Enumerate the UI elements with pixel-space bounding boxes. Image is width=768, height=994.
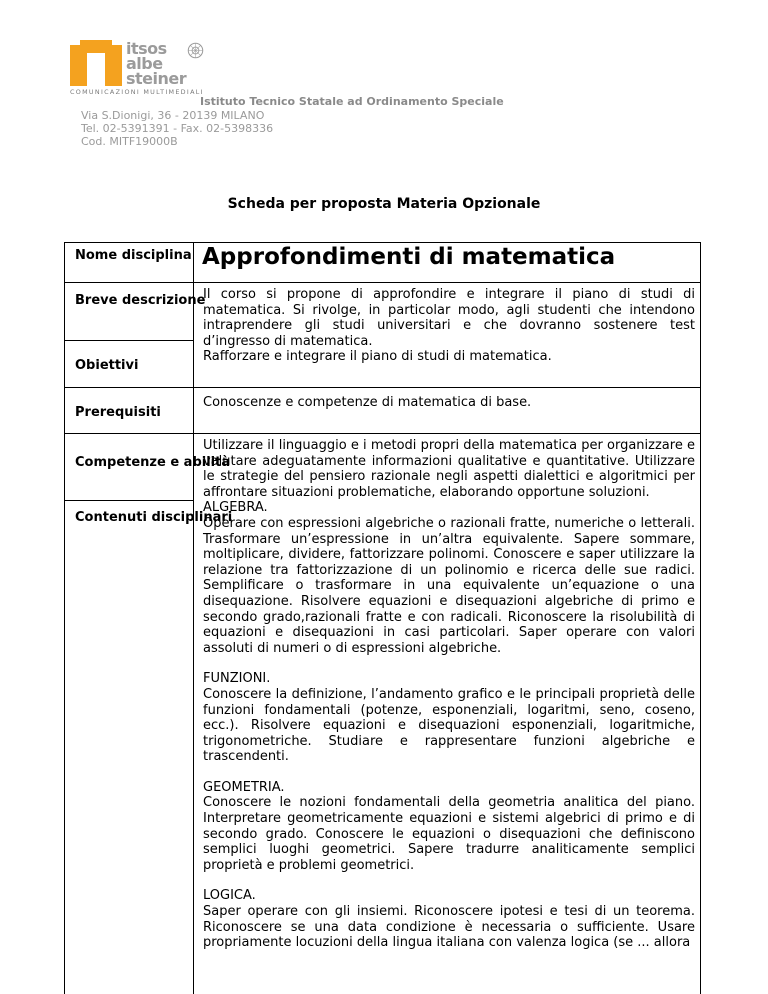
section-title-funzioni: FUNZIONI.: [203, 671, 271, 687]
contenuti-text: [203, 438, 695, 951]
section-text-algebra: Operare con espressioni algebriche o razionali fratte, numeriche o letterali. Trasformare un’espressione in un’altra equivalente. Sapere sommare, moltiplicare, dividere, fattorizzare polinomi. Conoscere e saper utilizzare la relazione tra fattorizzazione di un polinomio e ricerca delle sue radici. Semplificare o trasformare in una equivalente un’equazione o una disequazione. Risolvere equazioni e disequazioni algebriche di primo e secondo grado,razionali fratte e con radicali. Riconoscere la risolubilità di equazioni e disequazioni in casi particolari. Saper operare con valori assoluti di numeri o di espressioni algebriche.: [203, 515, 695, 656]
letterhead: [0, 0, 768, 160]
section-text-logica: Saper operare con gli insiemi. Riconoscere ipotesi e tesi di un teorema. Riconoscere se una data condizione è necessaria o sufficiente. Usare propriamente locuzioni della lingua italiana con valenza logica (se ... allora: [203, 904, 695, 951]
competenze-value: Utilizzare il linguaggio e i metodi propri della matematica per organizzare e valutare adeguatamente informazioni qualitative e quantitative. Utilizzare le strategie del pensiero razionale negli aspetti dialettici e algoritmici per affrontare situazioni problematiche, elaborando opportune soluzioni.: [203, 438, 695, 500]
column-divider: [193, 242, 194, 994]
row-divider: [64, 433, 701, 434]
logo-mark-icon: [70, 40, 122, 86]
row-divider: [64, 340, 193, 341]
section-text-geometria: Conoscere le nozioni fondamentali della geometria analitica del piano. Interpretare geometricamente equazioni e sistemi algebrici di primo e di secondo grado. Conoscere le equazioni o disequazioni che definiscono semplici luoghi geometrici. Sapere tradurre analiticamente semplici proprietà e problemi geometrici.: [203, 795, 695, 873]
section-title-algebra: ALGEBRA.: [203, 500, 268, 516]
logo-subtitle: COMUNICAZIONI MULTIMEDIALI: [70, 88, 204, 96]
label-contenuti: Contenuti disciplinari: [75, 510, 233, 525]
address-line: Via S.Dionigi, 36 - 20139 MILANO: [81, 109, 265, 122]
label-breve-descrizione: Breve descrizione: [75, 293, 206, 308]
row-divider: [64, 387, 701, 388]
row-divider: [64, 282, 701, 283]
breve-descrizione-text: [203, 287, 695, 365]
prerequisiti-value: Conoscenze e competenze di matematica di base.: [203, 395, 532, 410]
institute-name: Istituto Tecnico Statale ad Ordinamento Speciale: [200, 95, 504, 108]
section-text-funzioni: Conoscere la definizione, l’andamento grafico e le principali proprietà delle funzioni fondamentali (potenze, esponenziali, logaritmi, seno, coseno, ecc.). Risolvere equazioni e disequazioni esponenziali, logaritmiche, trigonometriche. Studiare e rappresentare funzioni algebriche e trascendenti.: [203, 686, 695, 765]
school-logo: [70, 40, 204, 100]
school-code: Cod. MITF19000B: [81, 135, 178, 148]
seal-icon: [187, 42, 204, 59]
logo-line-3: steiner: [126, 69, 187, 88]
subject-name: Approfondimenti di matematica: [202, 244, 616, 270]
form-title: Scheda per proposta Materia Opzionale: [227, 196, 541, 212]
obiettivi-value: Rafforzare e integrare il piano di studi di matematica.: [203, 349, 552, 365]
breve-descrizione-value: Il corso si propone di approfondire e integrare il piano di studi di matematica. Si rivolge, in particolar modo, agli studenti che intendono intraprendere gli studi universitari e che dovranno sostenere test d’ingresso di matematica.: [203, 287, 695, 349]
logo-line-2: albe: [126, 54, 163, 73]
label-obiettivi: Obiettivi: [75, 358, 139, 373]
row-divider: [64, 500, 193, 501]
label-prerequisiti: Prerequisiti: [75, 405, 161, 420]
label-nome-disciplina: Nome disciplina: [75, 248, 192, 263]
section-title-geometria: GEOMETRIA.: [203, 779, 285, 795]
label-competenze: Competenze e abilità: [75, 455, 231, 470]
logo-line-1: itsos: [126, 39, 167, 58]
phone-line: Tel. 02-5391391 - Fax. 02-5398336: [81, 122, 274, 135]
section-title-logica: LOGICA.: [203, 888, 256, 904]
